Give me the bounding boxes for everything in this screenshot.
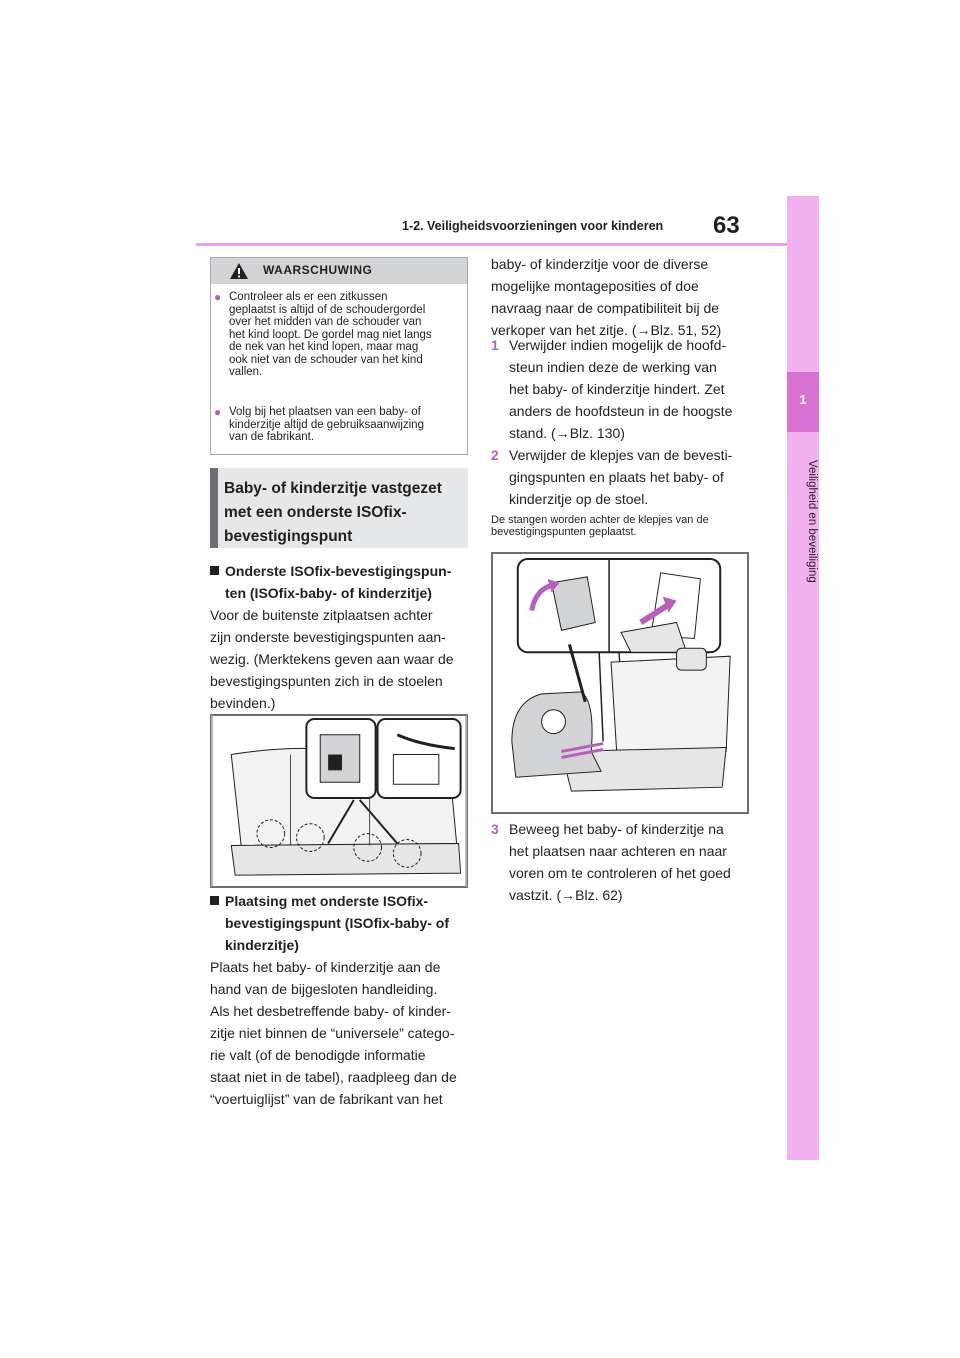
- warning-line: kinderzitje altijd de gebruiksaanwijzing: [229, 418, 424, 431]
- step-2: 2 Verwijder de klepjes van de bevesti- gingspunten en plaats het baby- of kinderzitje op de stoel.: [491, 444, 771, 510]
- square-bullet-icon: [210, 566, 219, 575]
- step-number: 1: [491, 337, 499, 353]
- warning-line: vallen.: [229, 366, 263, 378]
- page-number: 63: [713, 212, 740, 239]
- section-heading-title: [224, 477, 464, 549]
- paragraph-isofix-points: Voor de buitenste zitplaatsen achter zijn onderste bevestigingspunten aan- wezig. (Merktekens geven aan waar de bevestigingspunten zich in de stoelen bevinden.): [210, 607, 454, 711]
- section-title-line: met een onderste ISOfix-: [224, 504, 407, 521]
- warning-bullet-1: ●: [214, 290, 222, 304]
- side-tab-chapter-number: 1: [799, 392, 807, 407]
- warning-triangle-icon: [229, 262, 249, 280]
- warning-item-1: [229, 291, 457, 379]
- warning-title: WAARSCHUWING: [263, 263, 373, 277]
- step-number: 3: [491, 821, 499, 837]
- paragraph-isofix-placement: Plaats het baby- of kinderzitje aan de hand van de bijgesloten handleiding. Als het desbetreffende baby- of kinder- zitje niet binnen de “universele” catego- rie valt (of de benodigde informatie staat niet in de tabel), raadpleeg dan de “voertuiglijst” van de fabrikant van het: [210, 959, 457, 1107]
- section-heading-accent: [210, 468, 218, 548]
- subheading-isofix-placement: Plaatsing met onderste ISOfix- bevestigingspunt (ISOfix-baby- of kinderzitje): [210, 890, 472, 956]
- warning-line: ook niet van de schouder van het kind: [229, 353, 423, 366]
- step-number: 2: [491, 447, 499, 463]
- warning-line: het kind loopt. De gordel mag niet langs: [229, 328, 432, 341]
- side-tab-strip: [787, 196, 819, 1160]
- figure-caption: De stangen worden achter de klepjes van de bevestigingspunten geplaatst.: [491, 514, 709, 538]
- paragraph-continued: baby- of kinderzitje voor de diverse mogelijke montageposities of doe navraag naar de compatibiliteit bij de verkoper van het zitje. (→Blz. 51, 52): [491, 256, 722, 338]
- section-title-line: bevestigingspunt: [224, 528, 353, 545]
- step-3: 3 Beweeg het baby- of kinderzitje na het plaatsen naar achteren en naar voren om te controleren of het goed vastzit. (→Blz. 62): [491, 818, 771, 906]
- section-title-line: Baby- of kinderzitje vastgezet: [224, 480, 442, 497]
- warning-line: Controleer als er een zitkussen: [229, 291, 388, 303]
- figure-isofix-locations: [210, 714, 468, 888]
- warning-bullet-2: ●: [214, 405, 222, 419]
- warning-line: de nek van het kind lopen, maar mag: [229, 341, 419, 353]
- header-rule: [196, 243, 788, 246]
- section-header: 1-2. Veiligheidsvoorzieningen voor kinderen: [402, 219, 664, 233]
- square-bullet-icon: [210, 896, 219, 905]
- warning-item-2: [229, 406, 457, 444]
- figure-child-seat-installation: [491, 552, 749, 814]
- side-tab-chapter-title: Veiligheid en beveiliging: [806, 460, 818, 583]
- warning-line: over het midden van de schouder van: [229, 316, 422, 328]
- step-1: 1 Verwijder indien mogelijk de hoofd- steun indien deze de werking van het baby- of kinderzitje hindert. Zet anders de hoofdsteun in de hoogste stand. (→Blz. 130): [491, 334, 771, 444]
- warning-line: Volg bij het plaatsen van een baby- of: [229, 406, 421, 418]
- warning-line: geplaatst is altijd of de schoudergordel: [229, 303, 426, 316]
- warning-line: van de fabrikant.: [229, 431, 315, 443]
- subheading-isofix-points: Onderste ISOfix-bevestigingspun- ten (ISOfix-baby- of kinderzitje): [210, 560, 472, 604]
